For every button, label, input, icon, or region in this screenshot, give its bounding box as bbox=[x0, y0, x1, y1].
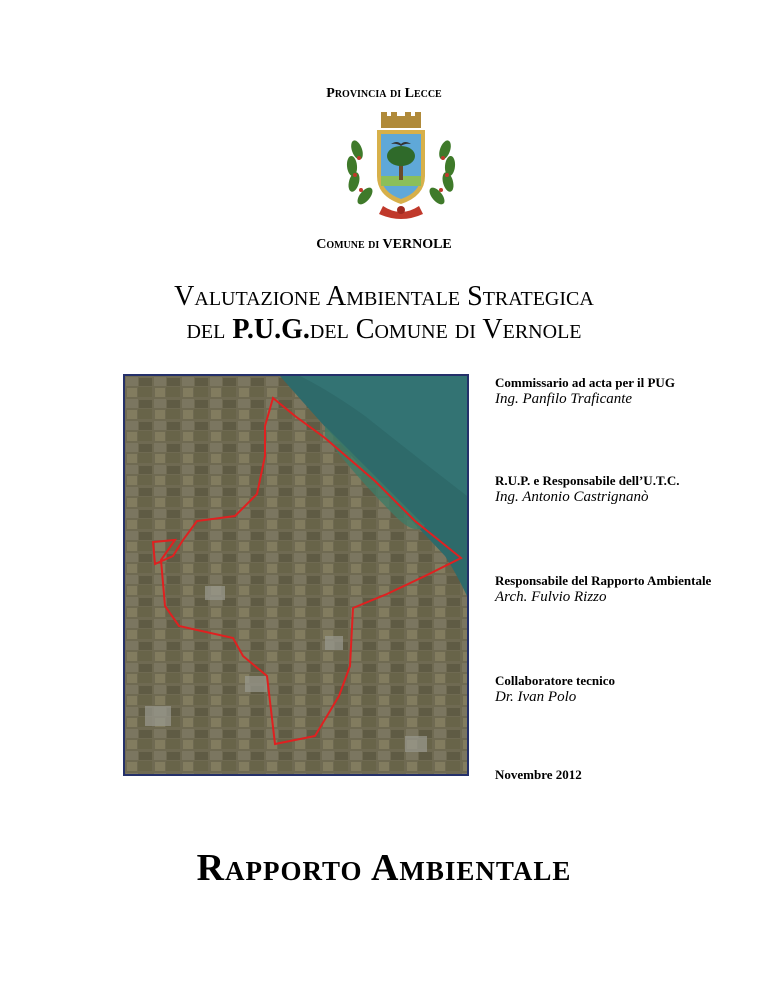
document-date: Novembre 2012 bbox=[495, 767, 582, 782]
credit-person: Ing. Antonio Castrignanò bbox=[495, 489, 649, 505]
comune-name: VERNOLE bbox=[382, 237, 452, 252]
credit-collaboratore bbox=[495, 674, 735, 706]
credit-rup bbox=[495, 474, 735, 506]
document-main-title bbox=[0, 280, 768, 346]
map-image bbox=[125, 376, 467, 774]
credit-person: Dr. Ivan Polo bbox=[495, 689, 577, 705]
municipal-crest bbox=[339, 110, 463, 222]
credit-person: Arch. Fulvio Rizzo bbox=[495, 589, 607, 605]
title-acronym: P.U.G. bbox=[232, 314, 310, 345]
credit-commissario bbox=[495, 376, 735, 408]
credit-role: R.U.P. e Responsabile dell’U.T.C. bbox=[495, 473, 680, 488]
credit-person: Ing. Panfilo Traficante bbox=[495, 391, 633, 407]
comune-prefix: Comune di bbox=[316, 237, 380, 252]
title-line-2 bbox=[0, 313, 768, 346]
province-heading: Provincia di Lecce bbox=[326, 86, 442, 101]
credit-role: Responsabile del Rapporto Ambientale bbox=[495, 573, 712, 588]
report-title: Rapporto Ambientale bbox=[196, 847, 572, 889]
title-line-2-prefix: del bbox=[186, 314, 226, 345]
credit-role: Commissario ad acta per il PUG bbox=[495, 375, 675, 390]
credit-role: Collaboratore tecnico bbox=[495, 673, 615, 688]
comune-heading bbox=[0, 237, 768, 253]
title-line-1: Valutazione Ambientale Strategica bbox=[174, 281, 594, 312]
title-line-2-suffix: del Comune di Vernole bbox=[309, 314, 582, 345]
credit-responsabile-rapporto bbox=[495, 574, 735, 606]
territory-satellite-map bbox=[123, 374, 469, 776]
